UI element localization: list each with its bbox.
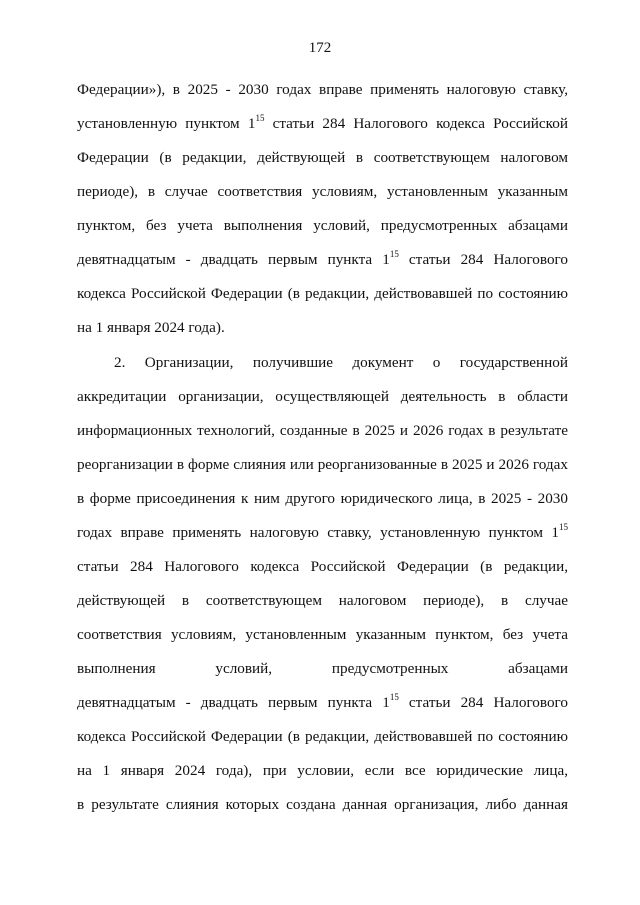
text-line: соответствия условиям, установленным указанным пунктом, без учета: [77, 626, 568, 643]
text-line: периоде), в случае соответствия условиям, установленным указанным: [77, 183, 568, 200]
text-line: Федерации»), в 2025 - 2030 годах вправе применять налоговую ставку,: [77, 81, 568, 98]
text-line: на 1 января 2024 года).: [77, 319, 225, 336]
text-line: кодекса Российской Федерации (в редакции, действовавшей по состоянию: [77, 728, 568, 745]
text-line: кодекса Российской Федерации (в редакции, действовавшей по состоянию: [77, 285, 568, 302]
text-line: девятнадцатым - двадцать первым пункта $1^{15}$ статьи 284 Налогового: [77, 693, 568, 711]
text-line: установленную пунктом $1^{15}$ статьи 284 Налогового кодекса Российской: [77, 114, 568, 132]
superscript: 15: [389, 693, 399, 702]
text-line: в результате слияния которых создана данная организация, либо данная: [77, 796, 568, 813]
page-number: 172: [308, 40, 332, 56]
text-line: годах вправе применять налоговую ставку, установленную пунктом $1^{15}$: [77, 523, 568, 541]
text-line: 2. Организации, получившие документ о государственной: [114, 354, 568, 371]
text-line: действующей в соответствующем налоговом периоде), в случае: [77, 592, 568, 609]
text-line: в форме присоединения к ним другого юридического лица, в 2025 - 2030: [77, 490, 568, 507]
text-line: пунктом, без учета выполнения условий, предусмотренных абзацами: [77, 217, 568, 234]
text-line: девятнадцатым - двадцать первым пункта $1^{15}$ статьи 284 Налогового: [77, 250, 568, 268]
text-line: статьи 284 Налогового кодекса Российской Федерации (в редакции,: [77, 558, 568, 575]
text-line: аккредитации организации, осуществляющей деятельность в области: [77, 388, 568, 405]
text-line: Федерации (в редакции, действующей в соответствующем налоговом: [77, 149, 568, 166]
text-line: реорганизации в форме слияния или реорганизованные в 2025 и 2026 годах: [77, 456, 568, 473]
text-line: выполнения условий, предусмотренных абзацами: [77, 660, 568, 677]
text-line: информационных технологий, созданные в 2025 и 2026 годах в результате: [77, 422, 568, 439]
text-line: на 1 января 2024 года), при условии, если все юридические лица,: [77, 762, 568, 779]
superscript: 15: [559, 523, 568, 532]
superscript: 15: [389, 250, 399, 259]
superscript: 15: [255, 114, 265, 123]
